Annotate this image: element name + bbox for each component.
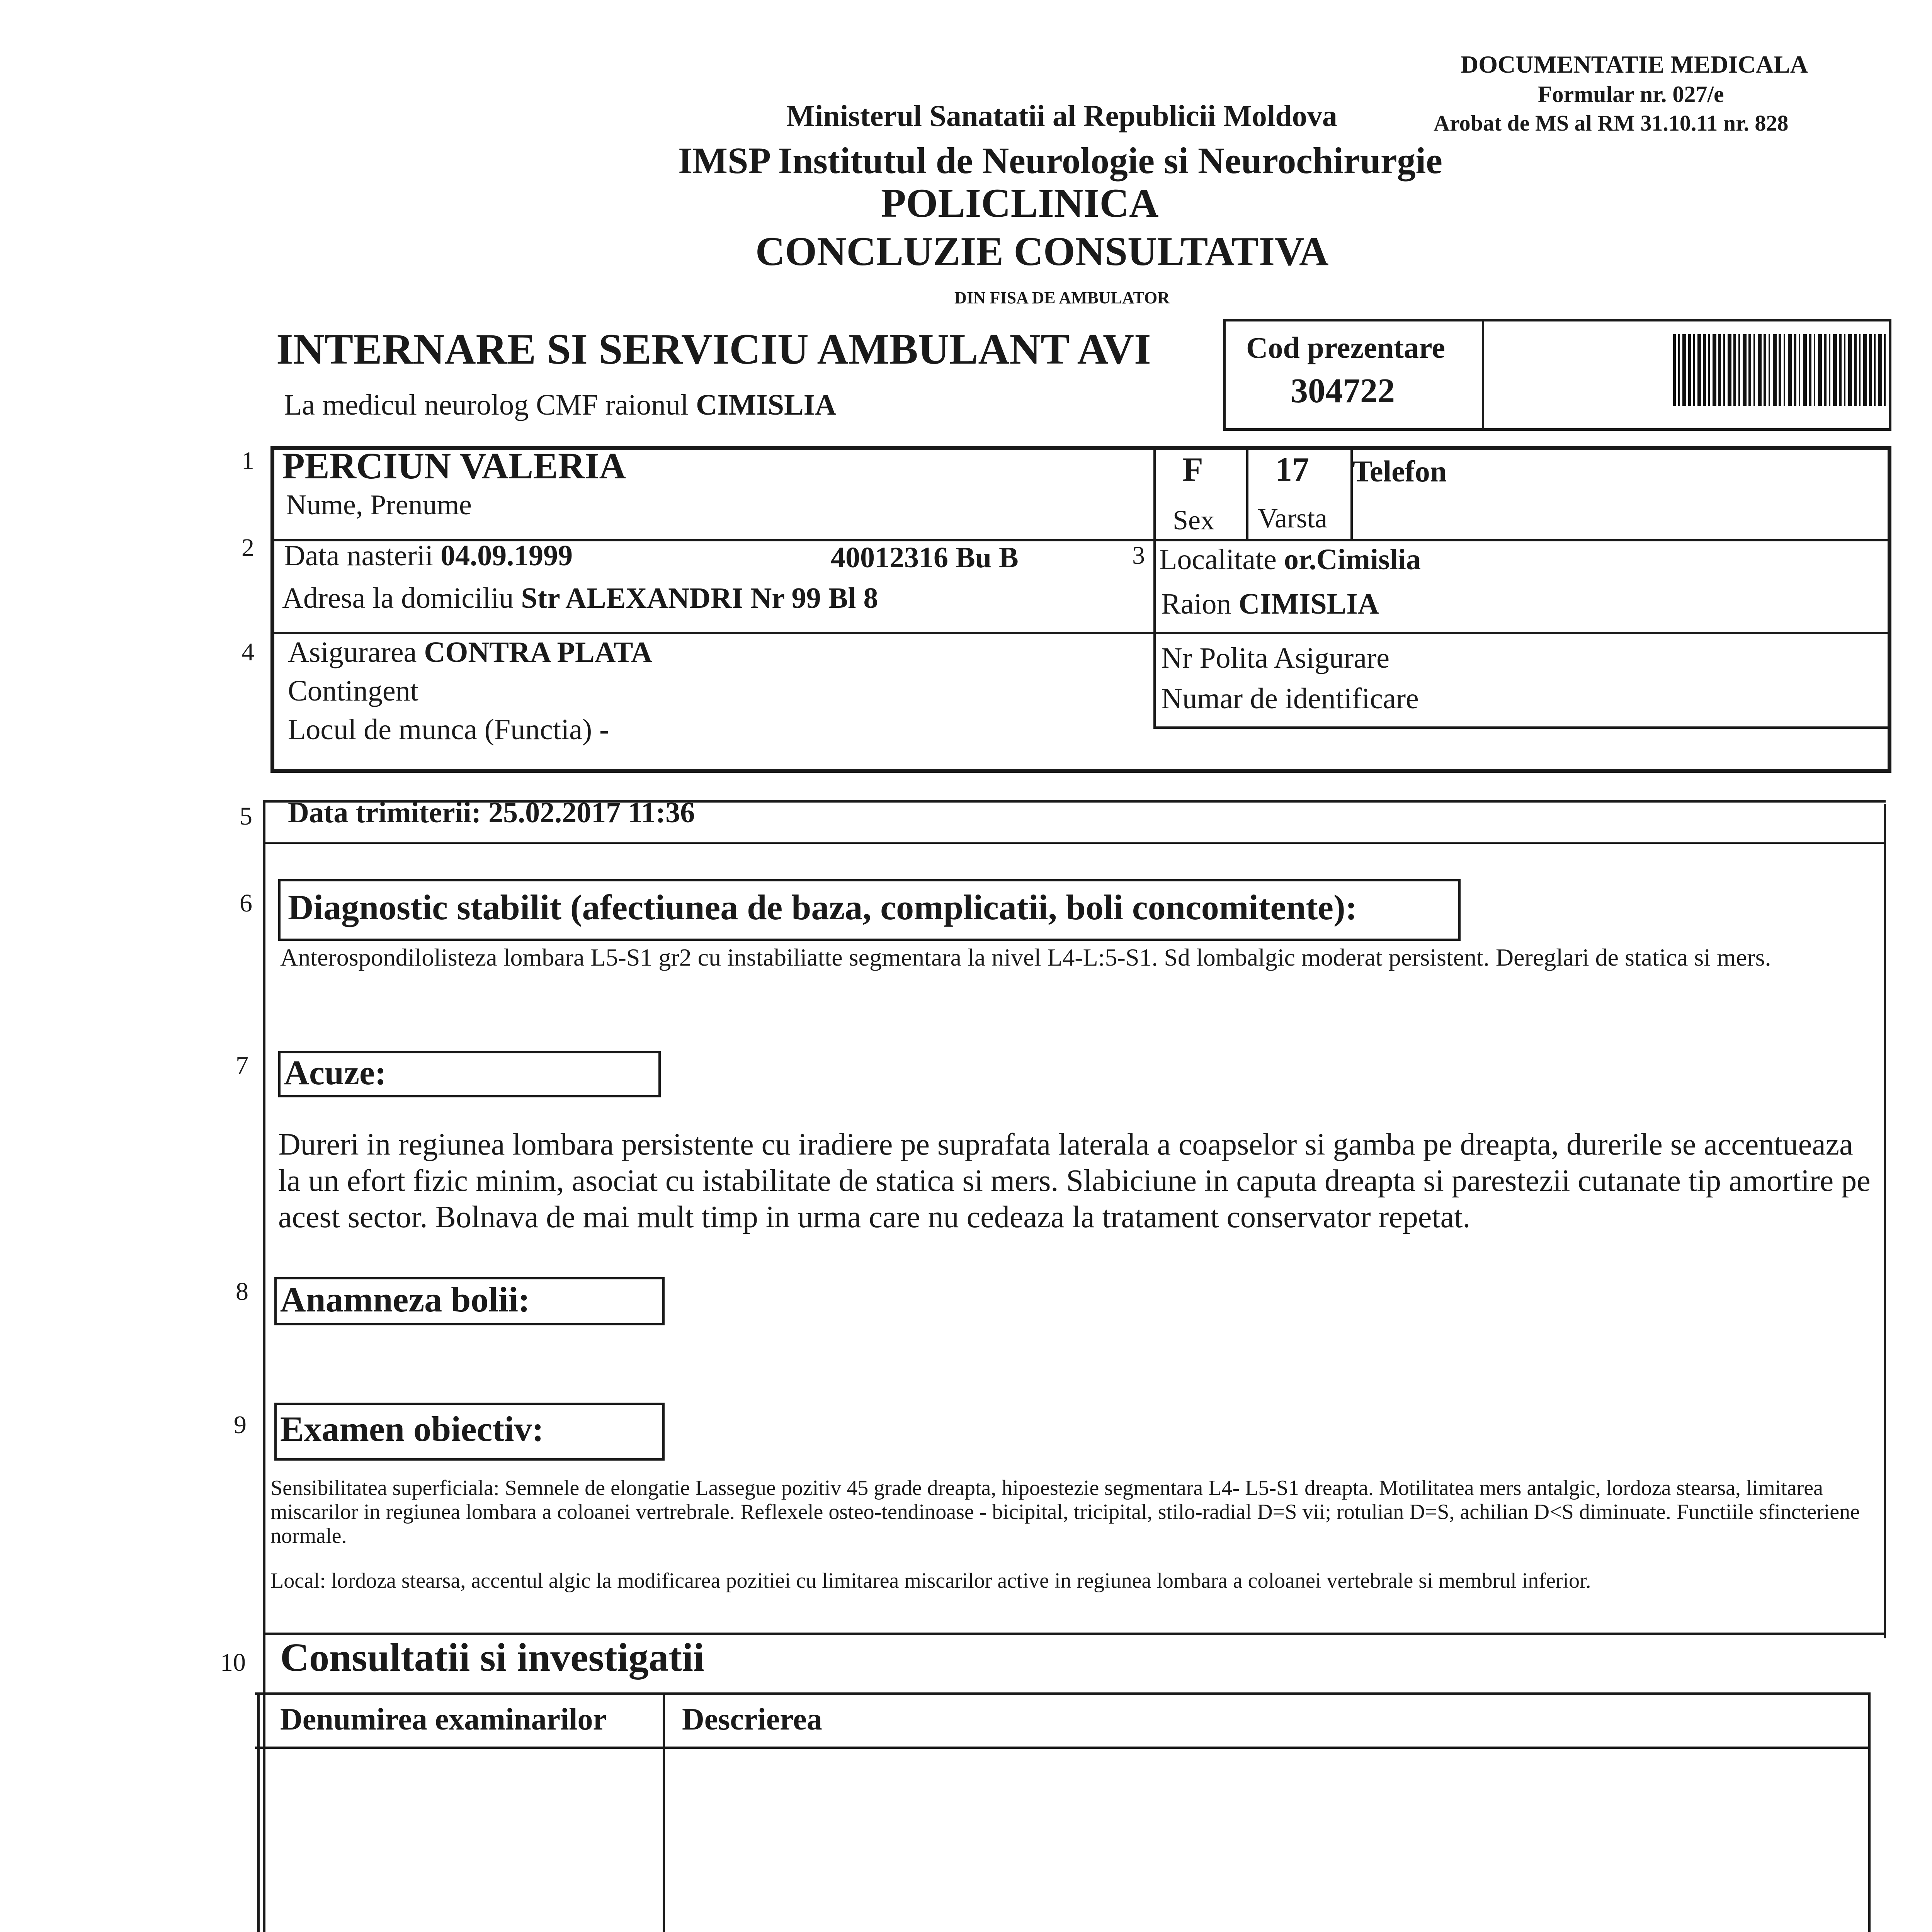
sent-date [288,796,695,830]
patient-row-line-2 [270,632,1891,634]
complaints-title: Acuze: [284,1054,386,1092]
insurance [288,636,652,669]
section-number-5: 5 [240,802,252,830]
consult-title: Consultatii si investigatii [280,1635,704,1680]
raion-label: Raion [1161,588,1231,620]
section-number-7: 7 [236,1051,248,1080]
patient-row-line-3 [1153,726,1891,729]
approval-note: Arobat de MS al RM 31.10.11 nr. 828 [1434,111,1789,136]
consult-title-line [255,1692,1870,1695]
institute-name: IMSP Institutul de Neurologie si Neurochirurgie [678,140,1442,181]
policy-label: Nr Polita Asigurare [1161,642,1390,674]
table-col-description: Descrierea [682,1702,822,1736]
locality-value: or.Cimislia [1284,543,1421,576]
row-number-2: 2 [242,534,254,562]
age-value: 17 [1275,451,1309,488]
exam-title: Examen obiectiv: [280,1409,544,1449]
name-label: Nume, Prenume [286,489,472,521]
sent-value: 25.02.2017 11:36 [488,796,695,829]
code-value: 304722 [1291,372,1395,410]
ministry-name: Ministerul Sanatatii al Republicii Moldova [786,99,1337,133]
exam-text: Sensibilitatea superficiala: Semnele de elongatie Lassegue pozitiv 45 grade dreapta, hipoestezie segmentara L4- L5-S1 dreapta. Motilitatea mers antalgic, lordoza stearsa, limitarea miscarilor in regiunea lombara a coloanei vertrebrale. Reflexele osteo-tendinoase - bicipital, tricipital, stilo-radial D=S vii; rotulian D=S, achilian D<S diminuate. Functiile sfincteriene normale. [270,1476,1860,1548]
table-right-line [1868,1692,1871,1932]
id-number-label: Numar de identificare [1161,682,1419,715]
sex-label: Sex [1173,505,1214,536]
section-number-9: 9 [234,1411,247,1439]
insurance-label: Asigurarea [288,636,417,668]
district-value: CIMISLIA [696,389,837,421]
document-subtitle: DIN FISA DE AMBULATOR [954,288,1170,307]
patient-col-line-1 [1153,446,1156,726]
address-value: Str ALEXANDRI Nr 99 Bl 8 [521,582,878,614]
doctor-referral [284,388,836,422]
birth-value: 04.09.1999 [440,539,573,572]
diagnosis-title: Diagnostic stabilit (afectiunea de baza, complicatii, boli concomitente): [288,888,1357,927]
patient-name: PERCIUN VALERIA [282,445,626,486]
address-label: Adresa la domiciliu [282,582,514,614]
id-document: 40012316 Bu B [831,541,1019,574]
code-box-divider [1482,319,1484,431]
section-number-6: 6 [240,889,252,917]
row-number-1: 1 [242,447,254,475]
workplace-value: - [599,713,609,746]
sex-col-line [1246,446,1248,539]
row-number-4: 4 [242,638,254,666]
raion-value: CIMISLIA [1238,588,1379,620]
workplace [288,713,609,747]
referral-title: INTERNARE SI SERVICIU AMBULANT AVI [276,325,1151,373]
diagnosis-text: Anterospondilolisteza lombara L5-S1 gr2 cu instabiliatte segmentara la nivel L4-L:5-S1. Sd lombalgic moderat persistent. Dereglari de statica si mers. [280,944,1771,971]
document-title: CONCLUZIE CONSULTATIVA [755,229,1329,274]
table-header-line [255,1747,1870,1749]
complaints-text: Dureri in regiunea lombara persistente cu iradiere pe suprafata laterala a coapselor si gamba pe dreapta, durerile se accentueaza la un efort fizic minim, asociat cu istabilitate de statica si mers. Slabiciune in caputa dreapta si parestezii cutanate tip amortire pe acest sector. Bolnava de mai mult timp in urma care nu cedeaza la tratament conservator repetat. [278,1128,1871,1234]
address [282,582,878,615]
main-right-border [1884,804,1886,1638]
barcode [1673,334,1886,406]
main-left-border [263,800,265,1932]
form-number: Formular nr. 027/e [1538,82,1724,107]
doc-label: DOCUMENTATIE MEDICALA [1461,51,1808,78]
code-label: Cod prezentare [1246,331,1445,364]
table-left-line [257,1692,260,1932]
workplace-label: Locul de munca (Functia) [288,713,592,746]
raion [1161,587,1379,621]
contingent-label: Contingent [288,675,418,707]
sent-label: Data trimiterii: [288,796,481,829]
doctor-label: La medicul neurolog CMF raionul [284,389,689,421]
table-col-exams: Denumirea examinarilor [280,1702,607,1736]
birth-label: Data nasterii [284,539,434,572]
table-col-divider [663,1692,665,1932]
age-label: Varsta [1258,503,1327,534]
birth-date [284,539,573,573]
row-number-3: 3 [1132,541,1145,570]
section-number-8: 8 [236,1277,248,1306]
sent-date-underline [263,842,1886,844]
history-title: Anamneza bolii: [280,1280,530,1319]
phone-label: Telefon [1352,454,1447,488]
section-number-10: 10 [220,1648,246,1677]
insurance-value: CONTRA PLATA [424,636,652,668]
sex-value: F [1182,451,1203,488]
clinic-name: POLICLINICA [881,180,1159,226]
exam-local: Local: lordoza stearsa, accentul algic la modificarea pozitiei cu limitarea miscarilor active in regiunea lombara a coloanei vertebrale si membrul inferior. [270,1569,1591,1593]
locality-label: Localitate [1159,543,1277,576]
locality [1159,543,1421,577]
